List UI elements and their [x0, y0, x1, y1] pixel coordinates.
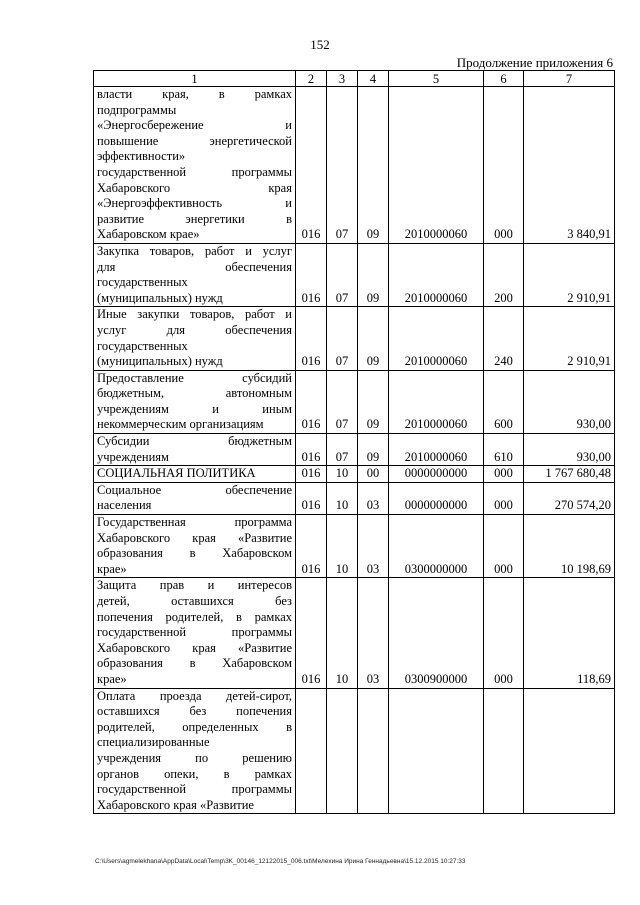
row-name-line: государственной программы — [97, 625, 292, 640]
cell-c2: 016 — [296, 87, 327, 244]
row-name-line: эффективности» — [97, 149, 186, 164]
cell-c2: 016 — [296, 434, 327, 466]
cell-c6 — [484, 688, 524, 814]
row-name — [94, 370, 296, 433]
row-name-line: учреждения по решению — [97, 750, 292, 765]
row-name-line: образования в Хабаровском — [97, 546, 292, 561]
cell-c5: 2010000060 — [389, 243, 484, 306]
row-name — [94, 482, 296, 514]
cell-c5: 0000000000 — [389, 482, 484, 514]
row-name-line: Хабаровского края «Развитие — [97, 530, 292, 545]
cell-c3 — [327, 688, 358, 814]
cell-c5: 0300000000 — [389, 515, 484, 578]
row-name-line: Предоставление субсидий — [97, 370, 292, 385]
cell-c5 — [389, 688, 484, 814]
row-name-line: СОЦИАЛЬНАЯ ПОЛИТИКА — [97, 466, 256, 481]
row-name-line: услуг для обеспечения — [97, 322, 292, 337]
table-row — [94, 688, 615, 814]
row-name-line: крае» — [97, 671, 127, 686]
table-row — [94, 515, 615, 578]
row-name-line: Иные закупки товаров, работ и — [97, 307, 292, 322]
cell-c6: 610 — [484, 434, 524, 466]
row-name-line: для обеспечения — [97, 259, 292, 274]
cell-c7: 930,00 — [524, 370, 615, 433]
row-name-line: крае» — [97, 561, 127, 576]
table-row — [94, 434, 615, 466]
cell-c5: 2010000060 — [389, 434, 484, 466]
row-name-line: повышение энергетической — [97, 133, 292, 148]
column-header: 7 — [524, 71, 615, 87]
cell-c7: 2 910,91 — [524, 243, 615, 306]
cell-c6: 000 — [484, 578, 524, 688]
cell-c3: 07 — [327, 370, 358, 433]
row-name — [94, 307, 296, 370]
column-header: 5 — [389, 71, 484, 87]
row-name-line: государственной программы — [97, 164, 292, 179]
page-number: 152 — [310, 37, 330, 52]
cell-c2: 016 — [296, 466, 327, 483]
cell-c3: 10 — [327, 578, 358, 688]
cell-c6: 000 — [484, 466, 524, 483]
table-row — [94, 87, 615, 244]
cell-c4: 03 — [358, 515, 389, 578]
row-name-line: (муниципальных) нужд — [97, 354, 223, 369]
cell-c7: 2 910,91 — [524, 307, 615, 370]
cell-c3: 07 — [327, 243, 358, 306]
file-path-footer: C:\Users\agmelekhana\AppData\Local\Temp\3K_00146_12122015_006.txt\Мелехина Ирина Геннадьевна\15.12.2015 10:27:33 — [95, 858, 466, 865]
row-name — [94, 243, 296, 306]
row-name-line: государственных — [97, 338, 188, 353]
cell-c4: 09 — [358, 87, 389, 244]
row-name-line: населения — [97, 498, 152, 513]
cell-c7: 270 574,20 — [524, 482, 615, 514]
cell-c7: 118,69 — [524, 578, 615, 688]
cell-c4: 09 — [358, 370, 389, 433]
row-name-line: образования в Хабаровском — [97, 656, 292, 671]
row-name — [94, 578, 296, 688]
cell-c7 — [524, 688, 615, 814]
column-header: 6 — [484, 71, 524, 87]
row-name-line: Хабаровского края «Развитие — [97, 797, 254, 812]
cell-c5: 2010000060 — [389, 307, 484, 370]
cell-c4: 09 — [358, 243, 389, 306]
row-name-line: (муниципальных) нужд — [97, 290, 223, 305]
row-name-line: государственных — [97, 275, 188, 290]
cell-c7: 1 767 680,48 — [524, 466, 615, 483]
row-name-line: попечения родителей, в рамках — [97, 609, 292, 624]
row-name-line: Закупка товаров, работ и услуг — [97, 243, 292, 258]
cell-c2: 016 — [296, 578, 327, 688]
cell-c6: 600 — [484, 370, 524, 433]
cell-c4 — [358, 688, 389, 814]
cell-c7: 930,00 — [524, 434, 615, 466]
cell-c6: 200 — [484, 243, 524, 306]
cell-c2 — [296, 688, 327, 814]
row-name-line: «Энергосбережение и — [97, 118, 292, 133]
table-header-row — [94, 71, 615, 87]
row-name-line: Хабаровского края — [97, 180, 292, 195]
cell-c6: 000 — [484, 482, 524, 514]
row-name — [94, 87, 296, 244]
column-header: 2 — [296, 71, 327, 87]
cell-c3: 10 — [327, 466, 358, 483]
cell-c6: 240 — [484, 307, 524, 370]
row-name-line: учреждениям и иным — [97, 401, 292, 416]
row-name-line: детей, оставшихся без — [97, 594, 292, 608]
cell-c2: 016 — [296, 243, 327, 306]
cell-c3: 07 — [327, 87, 358, 244]
cell-c6: 000 — [484, 515, 524, 578]
row-name — [94, 466, 296, 483]
row-name-line: Государственная программа — [97, 515, 292, 530]
row-name-line: Хабаровском крае» — [97, 227, 200, 242]
row-name — [94, 688, 296, 814]
cell-c3: 07 — [327, 307, 358, 370]
cell-c3: 10 — [327, 515, 358, 578]
row-name-line: «Энергоэффективность и — [97, 196, 292, 211]
row-name-line: государственной программы — [97, 782, 292, 797]
row-name-line: Хабаровского края «Развитие — [97, 640, 292, 655]
table-row — [94, 370, 615, 433]
cell-c2: 016 — [296, 482, 327, 514]
table-row — [94, 466, 615, 483]
table-row — [94, 578, 615, 688]
cell-c7: 3 840,91 — [524, 87, 615, 244]
cell-c4: 03 — [358, 578, 389, 688]
row-name-line: Оплата проезда детей-сирот, — [97, 688, 292, 703]
cell-c2: 016 — [296, 307, 327, 370]
cell-c4: 00 — [358, 466, 389, 483]
table-row — [94, 307, 615, 370]
cell-c2: 016 — [296, 515, 327, 578]
row-name-line: Защита прав и интересов — [97, 578, 292, 593]
cell-c5: 0000000000 — [389, 466, 484, 483]
table-row — [94, 243, 615, 306]
column-header: 4 — [358, 71, 389, 87]
cell-c3: 07 — [327, 434, 358, 466]
column-header: 3 — [327, 71, 358, 87]
row-name-line: бюджетным, автономным — [97, 386, 292, 401]
budget-table — [93, 70, 615, 814]
row-name — [94, 515, 296, 578]
cell-c5: 2010000060 — [389, 370, 484, 433]
row-name-line: Субсидии бюджетным — [97, 434, 292, 449]
column-header: 1 — [94, 71, 296, 87]
row-name — [94, 434, 296, 466]
row-name-line: развитие энергетики в — [97, 211, 292, 226]
cell-c2: 016 — [296, 370, 327, 433]
row-name-line: некоммерческим организациям — [97, 417, 264, 432]
row-name-line: родителей, определенных в — [97, 719, 292, 734]
cell-c5: 0300900000 — [389, 578, 484, 688]
cell-c4: 09 — [358, 434, 389, 466]
table-row — [94, 482, 615, 514]
continuation-caption: Продолжение приложения 6 — [456, 55, 613, 70]
row-name-line: власти края, в рамках — [97, 87, 292, 101]
cell-c4: 09 — [358, 307, 389, 370]
row-name-line: органов опеки, в рамках — [97, 766, 292, 781]
cell-c7: 10 198,69 — [524, 515, 615, 578]
row-name-line: подпрограммы — [97, 102, 177, 117]
row-name-line: Социальное обеспечение — [97, 482, 292, 497]
cell-c6: 000 — [484, 87, 524, 244]
cell-c3: 10 — [327, 482, 358, 514]
cell-c5: 2010000060 — [389, 87, 484, 244]
cell-c4: 03 — [358, 482, 389, 514]
row-name-line: учреждениям — [97, 449, 169, 464]
row-name-line: оставшихся без попечения — [97, 704, 292, 719]
row-name-line: специализированные — [97, 735, 210, 750]
